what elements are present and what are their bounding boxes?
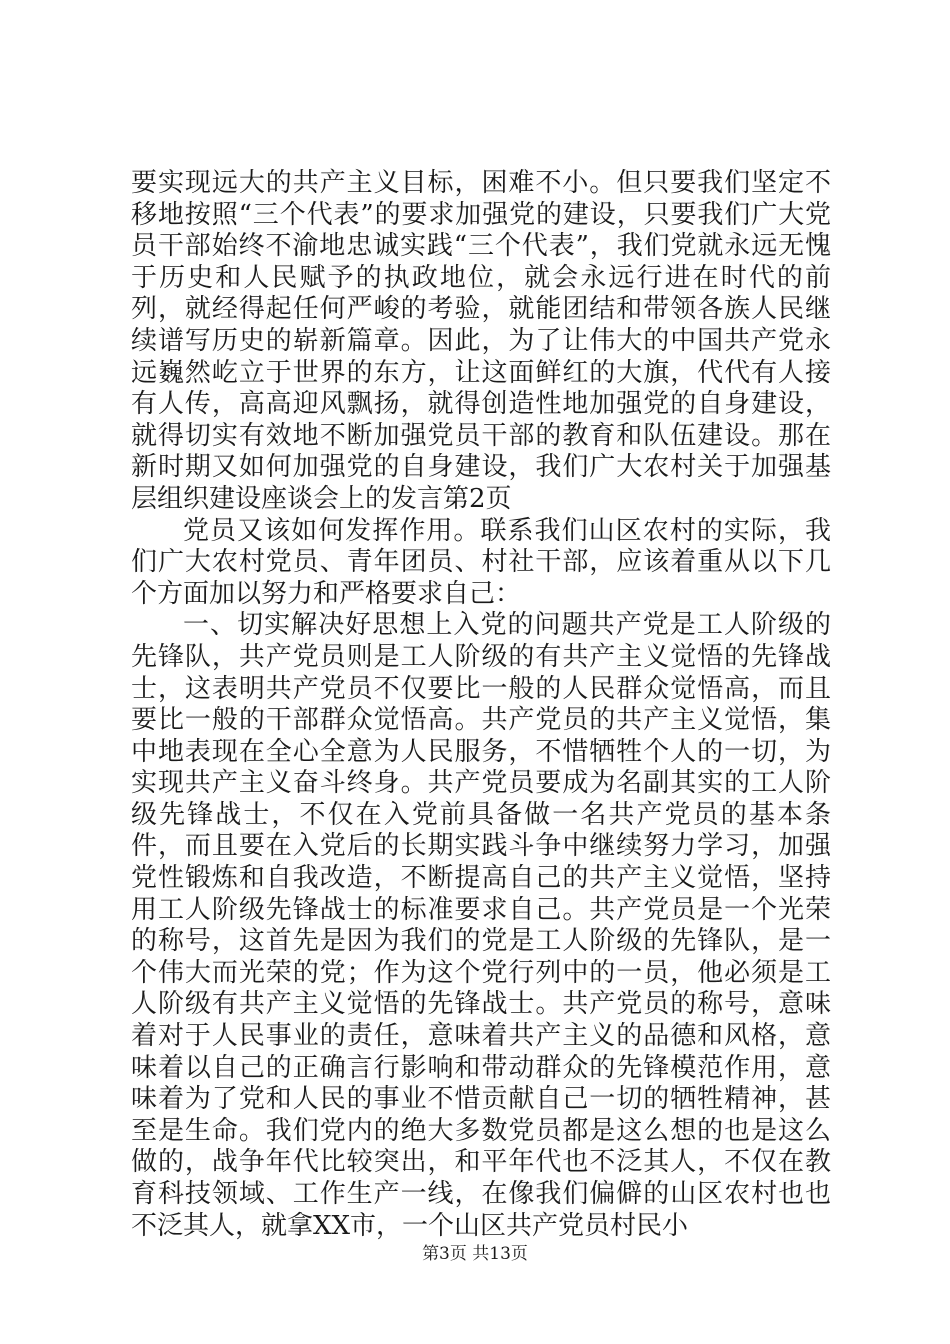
document-body: [131, 168, 831, 1242]
page-footer: 第3页 共13页: [422, 1244, 528, 1264]
paragraph-2: 党员又该如何发挥作用。联系我们山区农村的实际，我们广大农村党员、青年团员、村社干部，应该着重从以下几个方面加以努力和严格要求自己：: [131, 515, 831, 609]
paragraph-3: 一、切实解决好思想上入党的问题共产党是工人阶级的先锋队，共产党员则是工人阶级的有共产主义觉悟的先锋战士，这表明共产党员不仅要比一般的人民群众觉悟高，而且要比一般的干部群众觉悟高。共产党员的共产主义觉悟，集中地表现在全心全意为人民服务，不惜牺牲个人的一切，为实现共产主义奋斗终身。共产党员要成为名副其实的工人阶级先锋战士，不仅在入党前具备做一名共产党员的基本条件，而且要在入党后的长期实践斗争中继续努力学习，加强党性锻炼和自我改造，不断提高自己的共产主义觉悟，坚持用工人阶级先锋战士的标准要求自己。共产党员是一个光荣的称号，这首先是因为我们的党是工人阶级的先锋队，是一个伟大而光荣的党；作为这个党行列中的一员，他必须是工人阶级有共产主义觉悟的先锋战士。共产党员的称号，意味着对于人民事业的责任，意味着共产主义的品德和风格，意味着以自己的正确言行影响和带动群众的先锋模范作用，意味着为了党和人民的事业不惜贡献自己一切的牺牲精神，甚至是生命。我们党内的绝大多数党员都是这么想的也是这么做的，战争年代比较突出，和平年代也不泛其人，不仅在教育科技领域、工作生产一线，在像我们偏僻的山区农村也也不泛其人，就拿XX市，一个山区共产党员村民小: [131, 610, 831, 1241]
paragraph-1: 要实现远大的共产主义目标，困难不小。但只要我们坚定不移地按照“三个代表”的要求加强党的建设，只要我们广大党员干部始终不渝地忠诚实践“三个代表”，我们党就永远无愧于历史和人民赋予的执政地位，就会永远行进在时代的前列，就经得起任何严峻的考验，就能团结和带领各族人民继续谱写历史的崭新篇章。因此，为了让伟大的中国共产党永远巍然屹立于世界的东方，让这面鲜红的大旗，代代有人接有人传，高高迎风飘扬，就得创造性地加强党的自身建设，就得切实有效地不断加强党员干部的教育和队伍建设。那在新时期又如何加强党的自身建设，我们广大农村关于加强基层组织建设座谈会上的发言第2页: [131, 168, 831, 514]
